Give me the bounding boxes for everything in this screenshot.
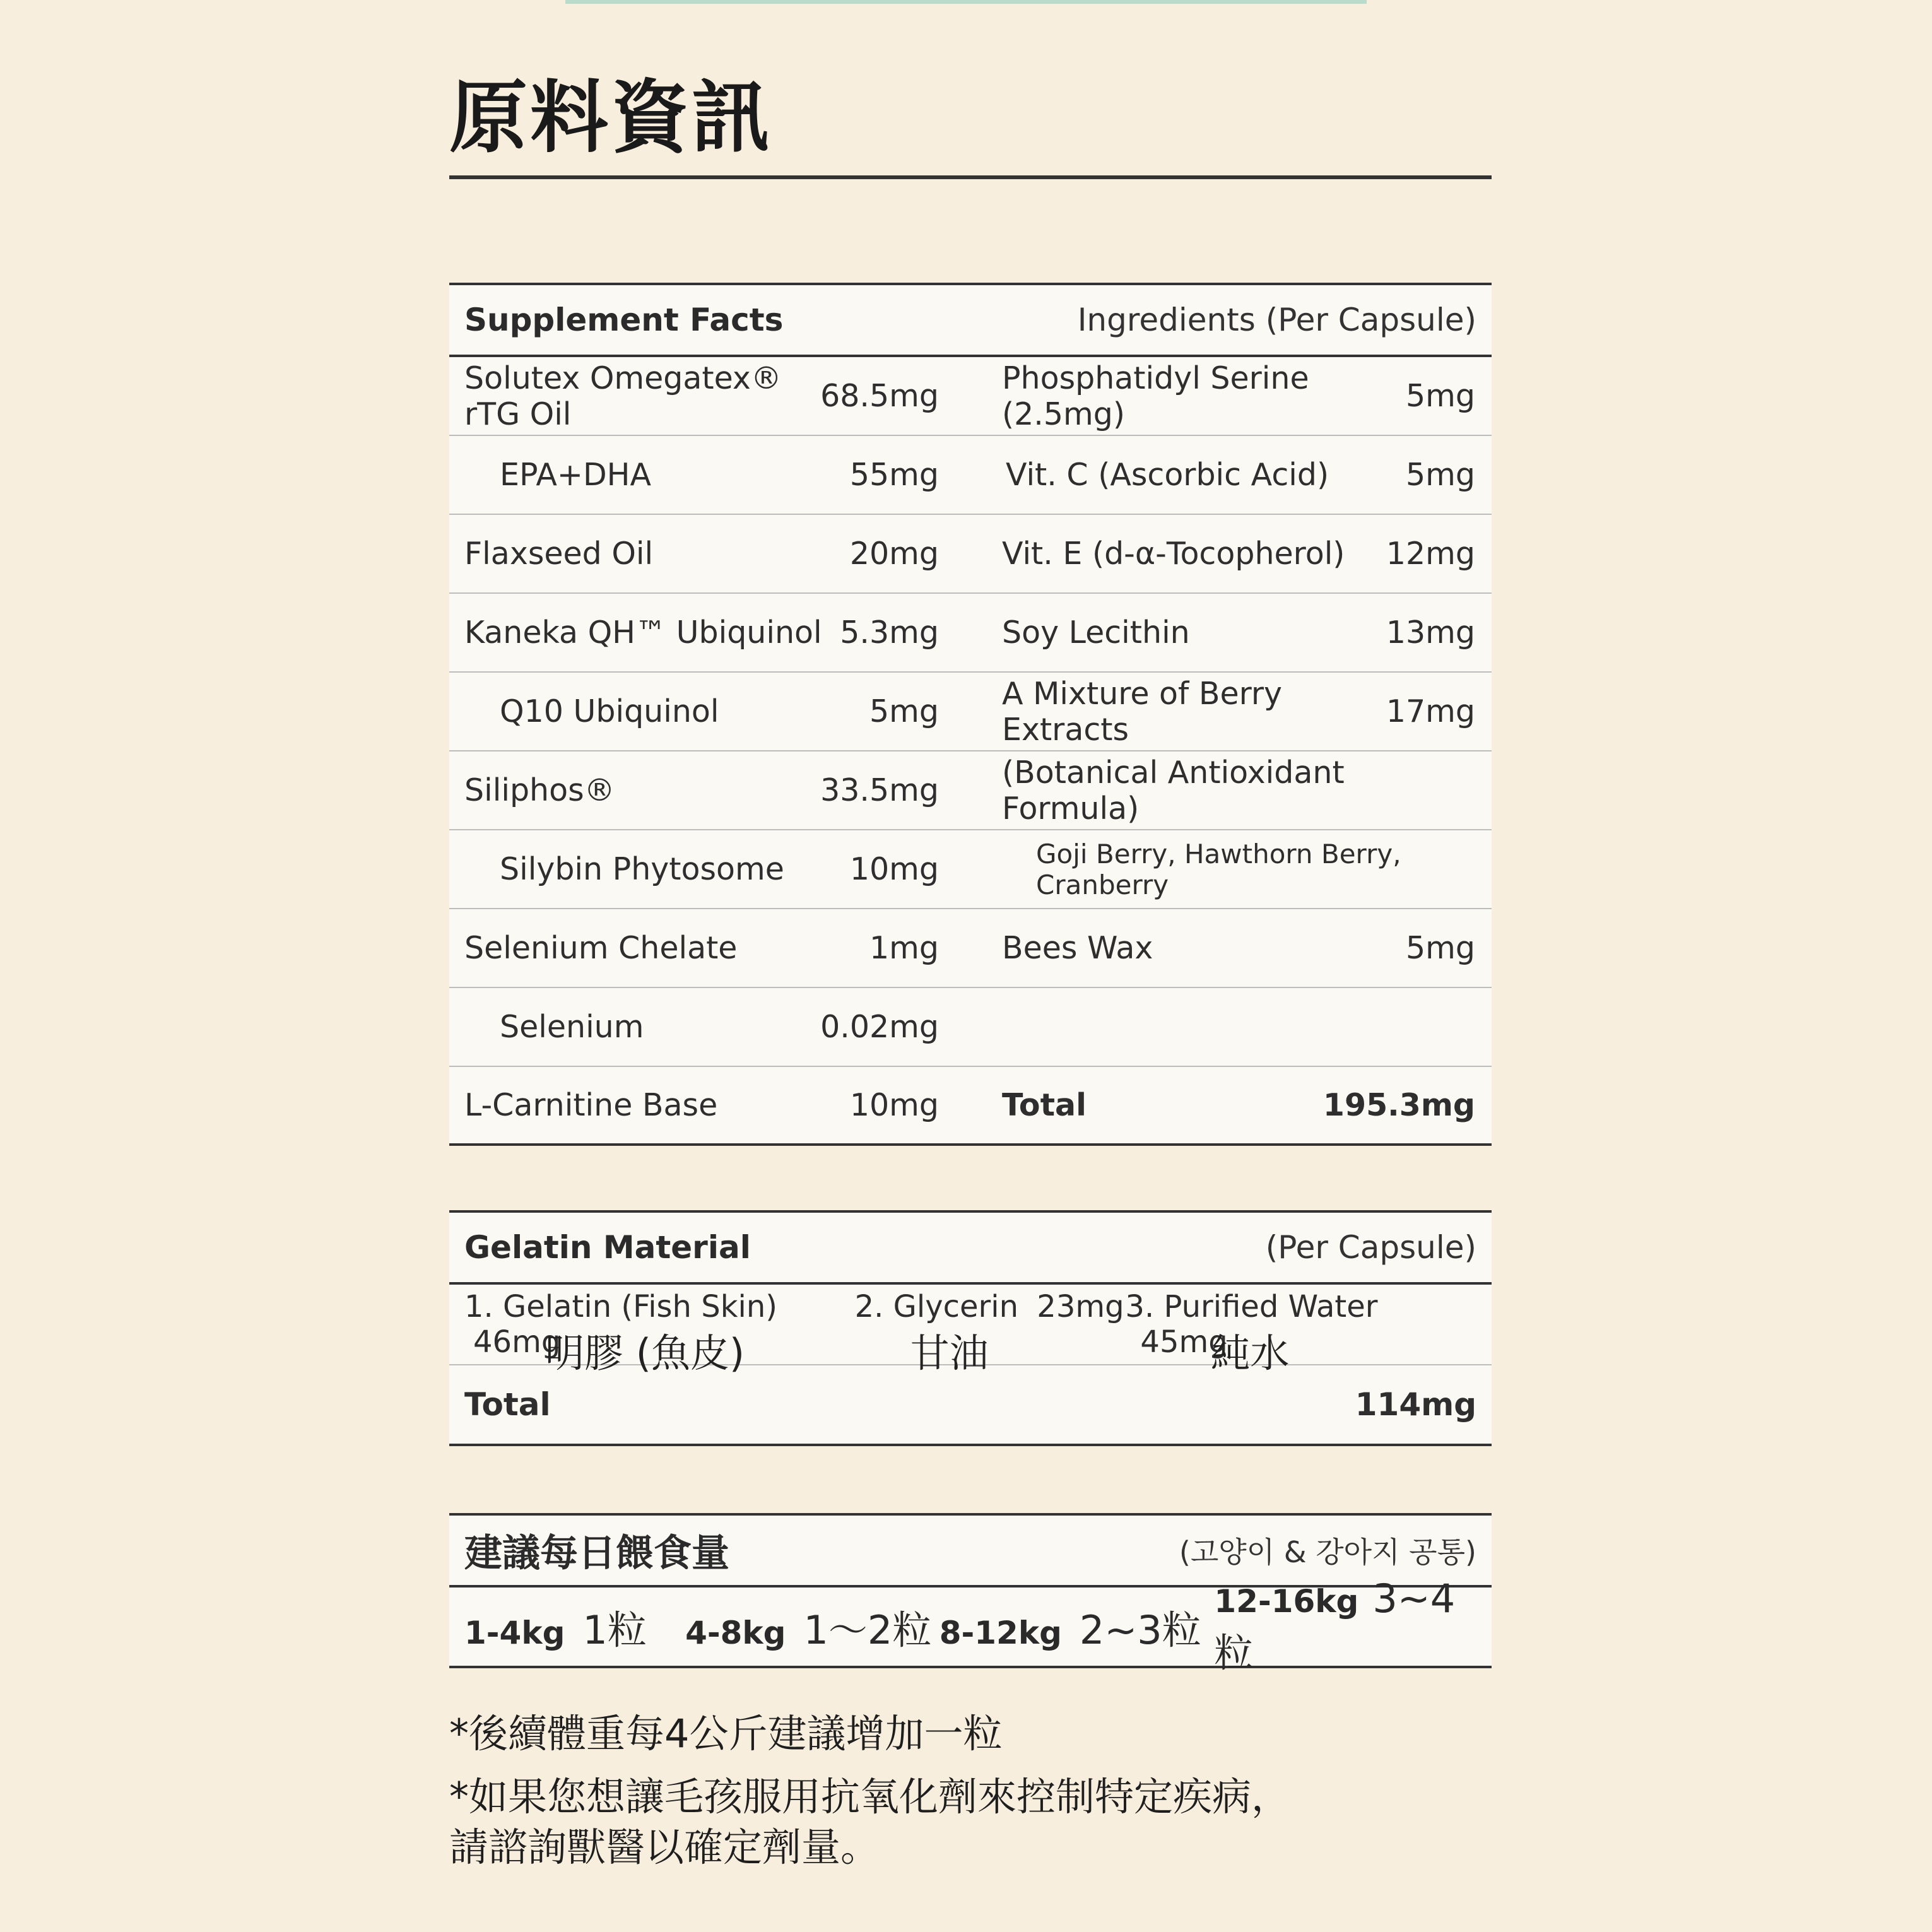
ingredient-name: Phosphatidyl Serine (2.5mg) [1002,360,1309,432]
feeding-weight: 1-4kg [464,1614,565,1651]
table-row [449,594,1492,673]
supplement-header-left: Supplement Facts [464,302,784,338]
top-accent-bar [565,0,1367,4]
feeding-quantity: 3~4粒 [1214,1576,1456,1676]
ingredient-name: Siliphos® [464,772,615,808]
feeding-weight: 4-8kg [685,1614,786,1651]
ingredient-amount: 68.5mg [820,378,939,414]
feeding-item [464,1599,685,1655]
ingredient-amount: 5.3mg [840,615,939,651]
gelatin-item-name: 2. Glycerin [854,1289,1019,1324]
table-row [449,436,1492,515]
table-row [449,988,1492,1067]
ingredient-name: Vit. C (Ascorbic Acid) [1006,457,1329,493]
note-line: *如果您想讓毛孩服用抗氧化劑來控制特定疾病， [449,1774,1291,1820]
feeding-header-left: 建議每日餵食量 [464,1531,729,1576]
table-row [449,751,1492,830]
ingredient-name: Goji Berry, Hawthorn Berry, Cranberry [1036,838,1401,900]
note-line: 請諮詢獸醫以確定劑量。 [449,1824,880,1870]
ingredient-name: Selenium Chelate [464,930,738,966]
title-divider [449,175,1492,179]
ingredient-name: Q10 Ubiquinol [500,693,719,729]
ingredient-name: (Botanical Antioxidant Formula) [1002,754,1345,827]
ingredient-name: Flaxseed Oil [464,536,654,572]
ingredient-name: L-Carnitine Base [464,1087,718,1123]
ingredient-amount: 10mg [849,1087,939,1123]
feeding-table [449,1513,1492,1676]
feeding-weight: 8-12kg [939,1614,1062,1651]
feeding-row [449,1576,1492,1676]
ingredient-amount: 55mg [849,457,939,493]
ingredient-amount: 13mg [1386,615,1475,651]
gelatin-total-label: Total [464,1386,551,1423]
ingredient-amount: 12mg [1386,536,1475,572]
ingredient-amount: 33.5mg [820,772,939,808]
ingredient-amount: 17mg [1386,693,1475,729]
ingredient-amount: 20mg [849,536,939,572]
gelatin-header-right: (Per Capsule) [1265,1229,1476,1266]
gelatin-item [464,1289,855,1376]
gelatin-item [854,1289,1126,1376]
feeding-quantity: 1粒 [582,1606,647,1653]
gelatin-item-name: 1. Gelatin (Fish Skin) [464,1289,777,1324]
gelatin-material-table [449,1210,1492,1446]
gelatin-header [449,1210,1492,1285]
ingredient-name: Silybin Phytosome [500,851,784,887]
note-line: *後續體重每4公斤建議增加一粒 [449,1711,1003,1757]
feeding-quantity: 1～2粒 [803,1606,932,1653]
feeding-header-right: (고양이 & 강아지 공통) [1179,1535,1476,1569]
gelatin-item-amount: 46mg [473,1324,561,1360]
feeding-item [685,1599,939,1655]
gelatin-item-chinese: 甘油 [910,1330,989,1376]
ingredient-amount: 10mg [849,851,939,887]
ingredient-name: Solutex Omegatex® rTG Oil [464,360,782,432]
table-row [449,357,1492,436]
ingredient-amount: 5mg [1405,930,1475,966]
gelatin-header-left: Gelatin Material [464,1229,751,1266]
gelatin-item-amount: 23mg [1037,1289,1124,1324]
ingredient-amount: 0.02mg [820,1009,939,1045]
gelatin-total-amount: 114mg [1355,1386,1476,1423]
ingredient-amount: 5mg [1405,457,1475,493]
table-row [449,830,1492,909]
ingredient-amount: 5mg [869,693,939,729]
supplement-header-right: Ingredients (Per Capsule) [1077,302,1476,338]
gelatin-item-chinese: 純水 [1211,1330,1290,1376]
ingredient-name: A Mixture of Berry Extracts [1002,675,1283,748]
feeding-weight: 12-16kg [1214,1583,1359,1620]
ingredient-name: Vit. E (d-α-Tocopherol) [1002,536,1345,572]
ingredient-name: Kaneka QH™ Ubiquinol [464,615,822,651]
ingredient-name: EPA+DHA [500,457,652,493]
table-row [449,1067,1492,1146]
gelatin-item [1125,1289,1476,1376]
gelatin-item-chinese: 明膠 (魚皮) [545,1330,745,1376]
feeding-quantity: 2~3粒 [1079,1606,1201,1653]
page-title: 原料資訊 [449,73,773,163]
supplement-facts-table [449,283,1492,1146]
feeding-item [939,1599,1215,1655]
gelatin-item-amount: 45mg [1140,1324,1228,1360]
ingredient-name: Bees Wax [1002,930,1153,966]
ingredient-amount: 1mg [869,930,939,966]
total-label: Total [1002,1087,1087,1123]
table-row [449,909,1492,988]
gelatin-item-name: 3. Purified Water [1125,1289,1378,1324]
total-amount: 195.3mg [1322,1087,1475,1123]
ingredient-amount: 5mg [1405,378,1475,414]
ingredient-name: Soy Lecithin [1002,615,1190,651]
gelatin-items-row [449,1285,1492,1376]
feeding-item [1214,1576,1487,1678]
supplement-header [449,283,1492,357]
ingredient-name: Selenium [500,1009,644,1045]
table-row [449,673,1492,751]
table-row [449,515,1492,594]
